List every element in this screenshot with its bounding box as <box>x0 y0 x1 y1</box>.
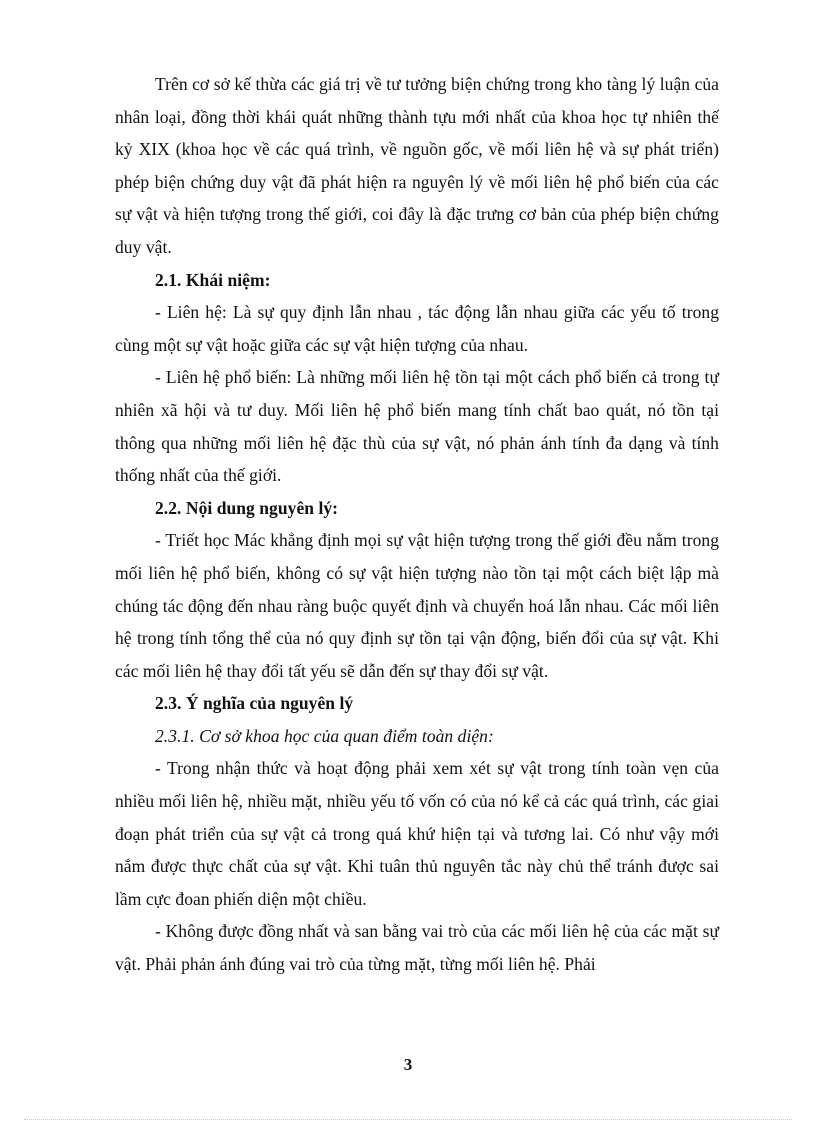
roles-paragraph: - Không được đồng nhất và san bằng vai trò của các mối liên hệ của các mặt sự vật. Phải phản ánh đúng vai trò của từng mặt, từng mối liên hệ. Phải <box>115 921 719 975</box>
definition-lien-he-pho-bien: - Liên hệ phổ biến: Là những mối liên hệ tồn tại một cách phổ biến cả trong tự nhiên xã hội và tư duy. Mối liên hệ phổ biến mang tính chất bao quát, nó tồn tại thông qua những mối liên hệ đặc thù của sự vật, nó phản ánh tính đa dạng và tính thống nhất của thế giới. <box>115 367 719 486</box>
document-page <box>115 68 719 981</box>
definition-lien-he: - Liên hệ: Là sự quy định lẫn nhau , tác động lẫn nhau giữa các yếu tố trong cùng một sự vật hoặc giữa các sự vật hiện tượng của nhau. <box>115 302 719 355</box>
section-heading-2-2: 2.2. Nội dung nguyên lý: <box>155 497 339 518</box>
page-number: 3 <box>403 1055 413 1074</box>
page-bottom-divider <box>24 1119 792 1120</box>
principle-content-paragraph: - Triết học Mác khẳng định mọi sự vật hiện tượng trong thế giới đều nằm trong mối liên hệ phổ biến, không có sự vật hiện tượng nào tồn tại một cách biệt lập mà chúng tác động đến nhau ràng buộc quyết định và chuyển hoá lẫn nhau. Các mối liên hệ trong tính tổng thể của nó quy định sự tồn tại vận động, biến đổi của sự vật. Khi các mối liên hệ thay đổi tất yếu sẽ dẫn đến sự thay đổi sự vật. <box>115 530 719 681</box>
subsection-heading-2-3-1: 2.3.1. Cơ sở khoa học của quan điểm toàn diện: <box>155 725 494 746</box>
section-heading-2-1: 2.1. Khái niệm: <box>155 269 271 290</box>
section-heading-2-3: 2.3. Ý nghĩa của nguyên lý <box>155 693 354 714</box>
holistic-view-paragraph: - Trong nhận thức và hoạt động phải xem xét sự vật trong tính toàn vẹn của nhiều mối liên hệ, nhiều mặt, nhiều yếu tố vốn có của nó kể cả các quá trình, các giai đoạn phát triển của sự vật cả trong quá khứ hiện tại và tương lai. Có như vậy mới nắm được thực chất của sự vật. Khi tuân thủ nguyên tắc này chủ thể tránh được sai lầm cực đoan phiến diện một chiều. <box>115 758 719 909</box>
intro-paragraph: Trên cơ sở kế thừa các giá trị về tư tưởng biện chứng trong kho tàng lý luận của nhân loại, đồng thời khái quát những thành tựu mới nhất của khoa học tự nhiên thế kỷ XIX (khoa học về các quá trình, về nguồn gốc, về mối liên hệ và sự phát triển) phép biện chứng duy vật đã phát hiện ra nguyên lý về mối liên hệ phổ biến của các sự vật và hiện tượng trong thế giới, coi đây là đặc trưng cơ bản của phép biện chứng duy vật. <box>115 74 719 257</box>
